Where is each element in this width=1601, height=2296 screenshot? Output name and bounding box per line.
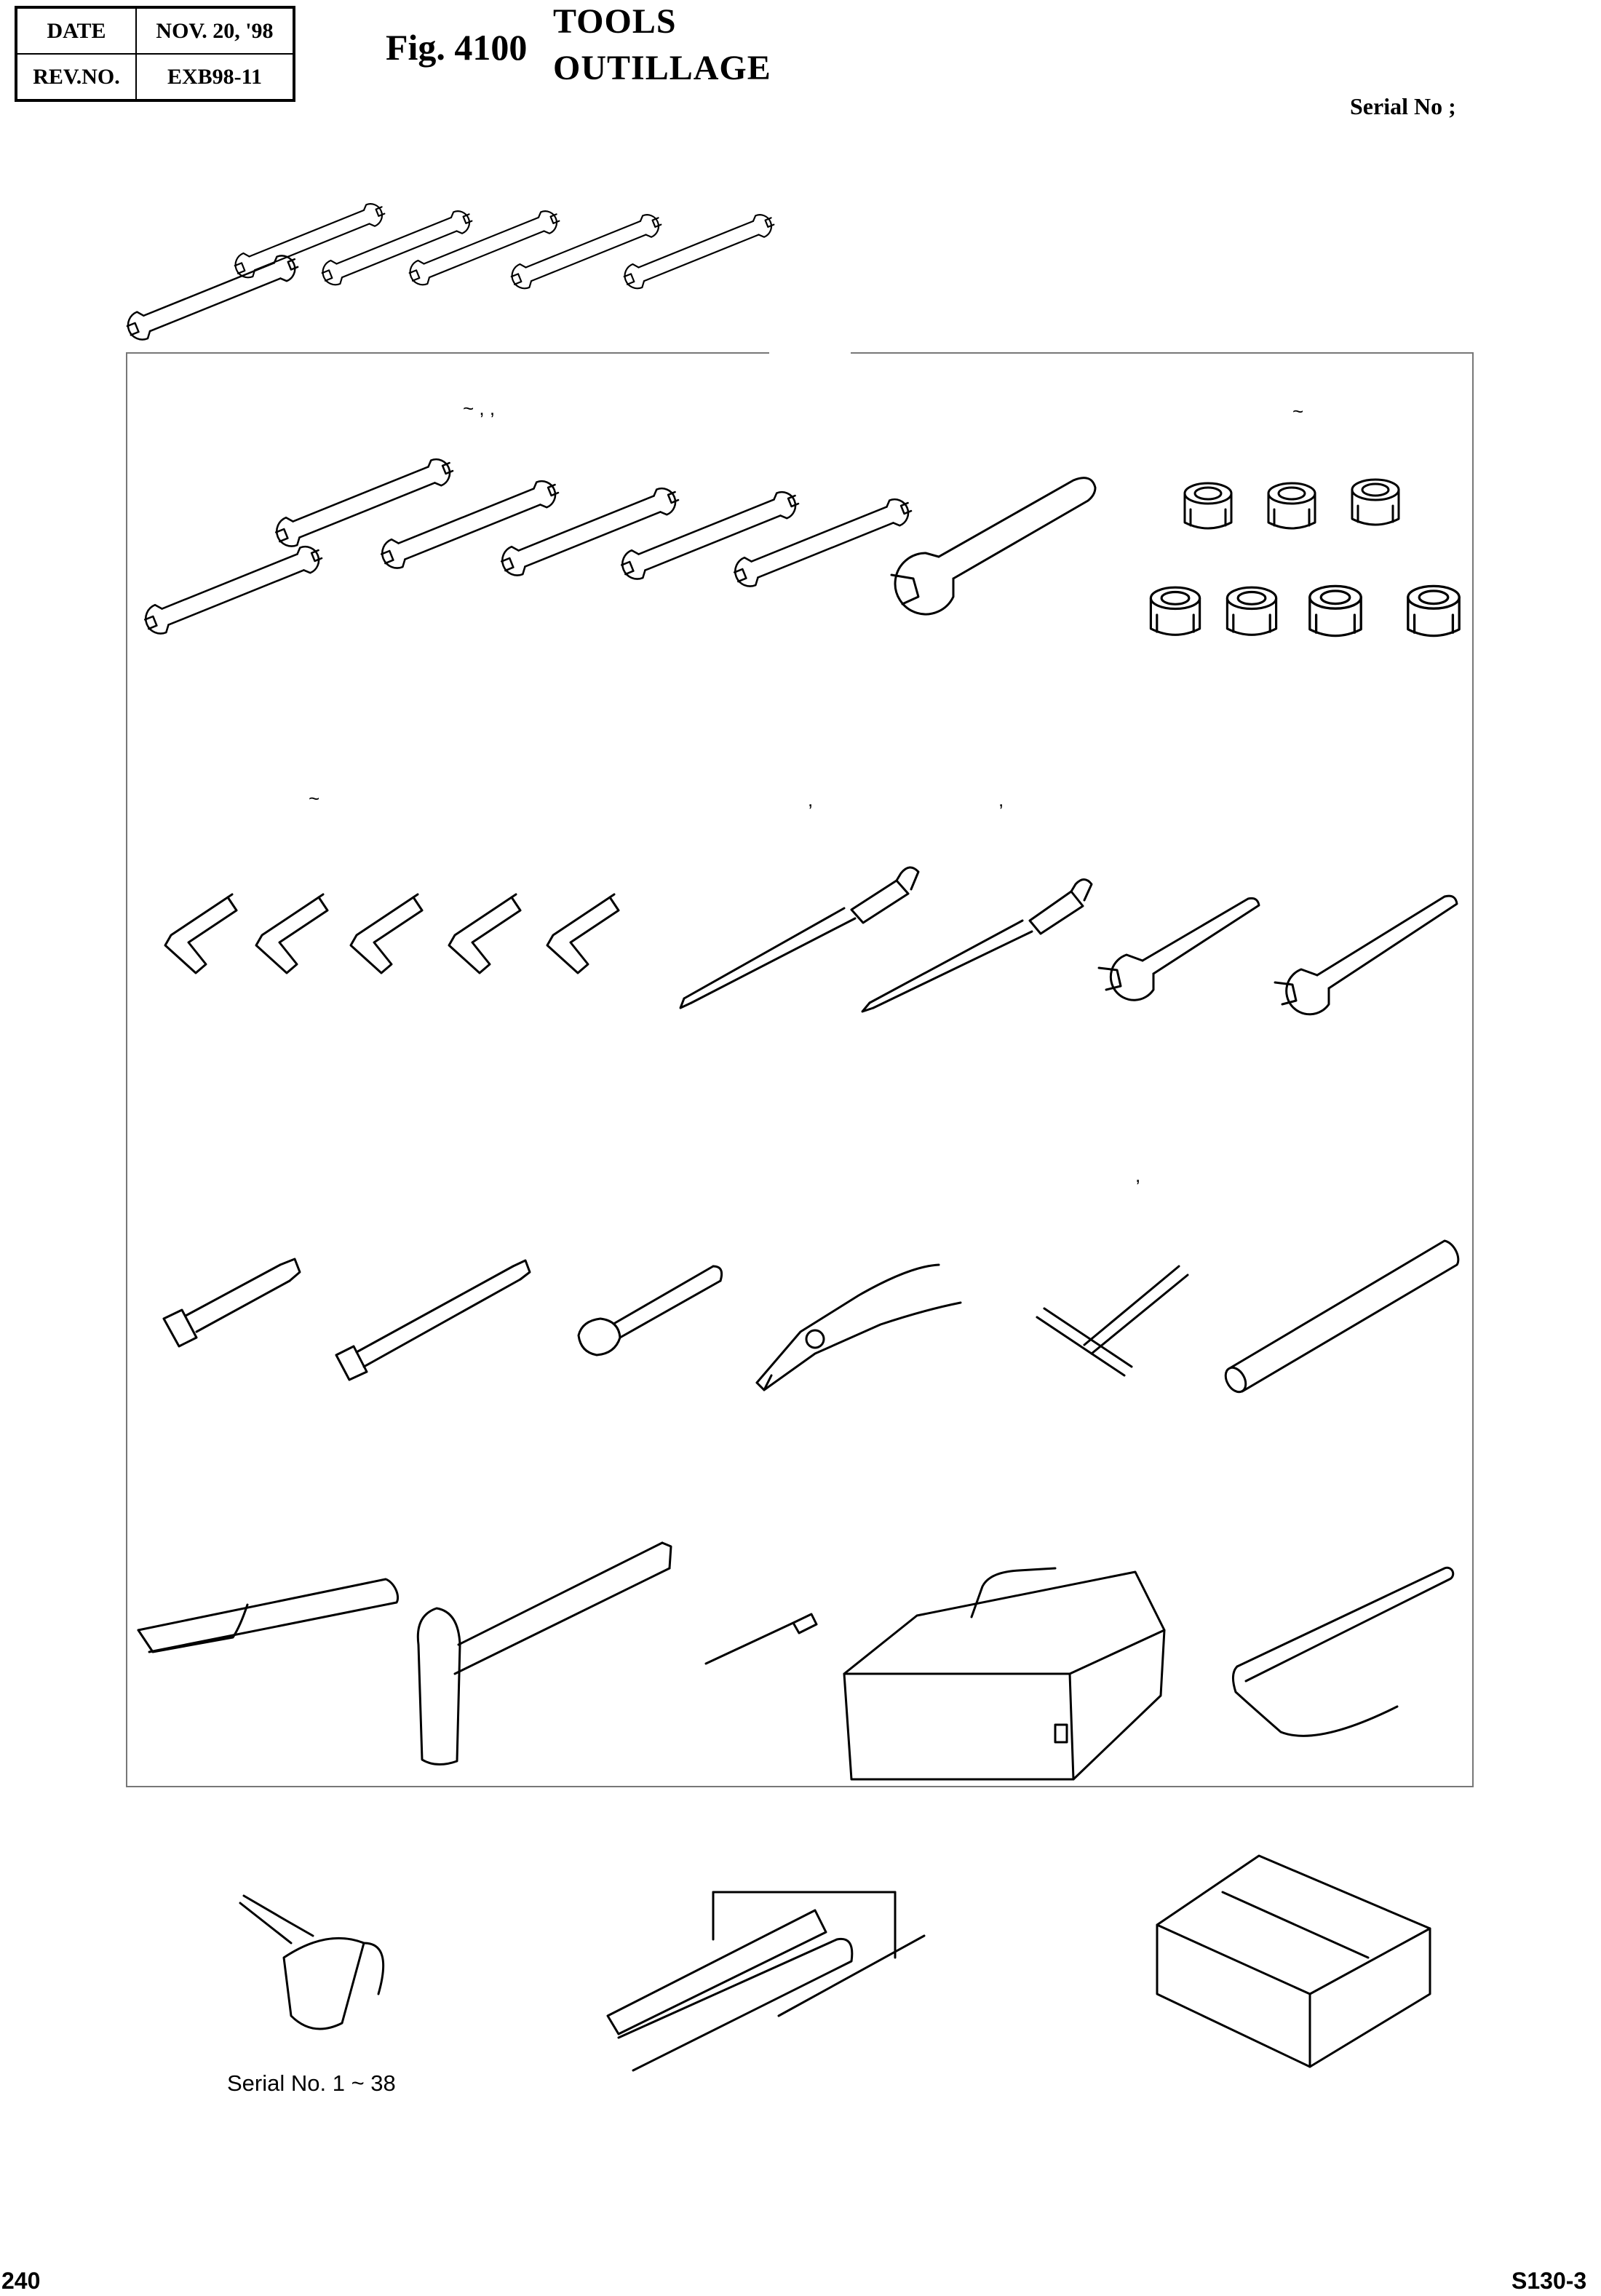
adjustable-wrench (1099, 898, 1259, 1000)
rev-label: REV.NO. (16, 54, 136, 100)
oil-can (240, 1896, 384, 2029)
page-number: 240 (1, 2268, 41, 2294)
adjustable-wrench (1275, 896, 1457, 1014)
callout-mark: ~ (1292, 400, 1304, 422)
hammer (418, 1543, 671, 1765)
callout-mark: ~ , , (463, 397, 496, 419)
serial-range-note: Serial No. 1 ~ 38 (227, 2070, 396, 2096)
screwdriver-flat (680, 867, 918, 1008)
open-end-wrench-set-large (141, 453, 915, 638)
open-end-wrench-set (124, 199, 777, 344)
callout-mark: , (1135, 1164, 1141, 1186)
carton-box (1157, 1856, 1430, 2067)
date-value: NOV. 20, '98 (136, 7, 294, 54)
callout-mark: , (998, 789, 1004, 811)
tool-box (844, 1568, 1164, 1779)
bar (1222, 1241, 1458, 1396)
serial-number-label: Serial No ; (1350, 93, 1456, 119)
socket-set (1151, 480, 1459, 636)
grease-gun (608, 1892, 924, 2070)
document-code: S130-3 (1511, 2268, 1587, 2294)
figure-number: Fig. 4100 (386, 27, 528, 68)
title-english: TOOLS (553, 2, 677, 41)
chain-wrench (1233, 1568, 1453, 1736)
callout-mark: ~ (309, 787, 320, 809)
screwdriver-phillips (862, 880, 1092, 1012)
date-label: DATE (16, 7, 136, 54)
hex-key-set (165, 894, 619, 973)
rev-value: EXB98-11 (136, 54, 294, 100)
small-screwdriver (706, 1614, 817, 1664)
socket-extension-short (164, 1259, 300, 1346)
large-open-end-wrench (891, 478, 1095, 614)
pry-bar (138, 1579, 398, 1652)
title-french: OUTILLAGE (553, 49, 771, 87)
ratchet-handle (579, 1266, 722, 1355)
pliers (757, 1265, 961, 1390)
callout-mark: , (808, 789, 814, 811)
t-handle-wrench (1037, 1266, 1188, 1375)
socket-extension-long (336, 1260, 530, 1380)
